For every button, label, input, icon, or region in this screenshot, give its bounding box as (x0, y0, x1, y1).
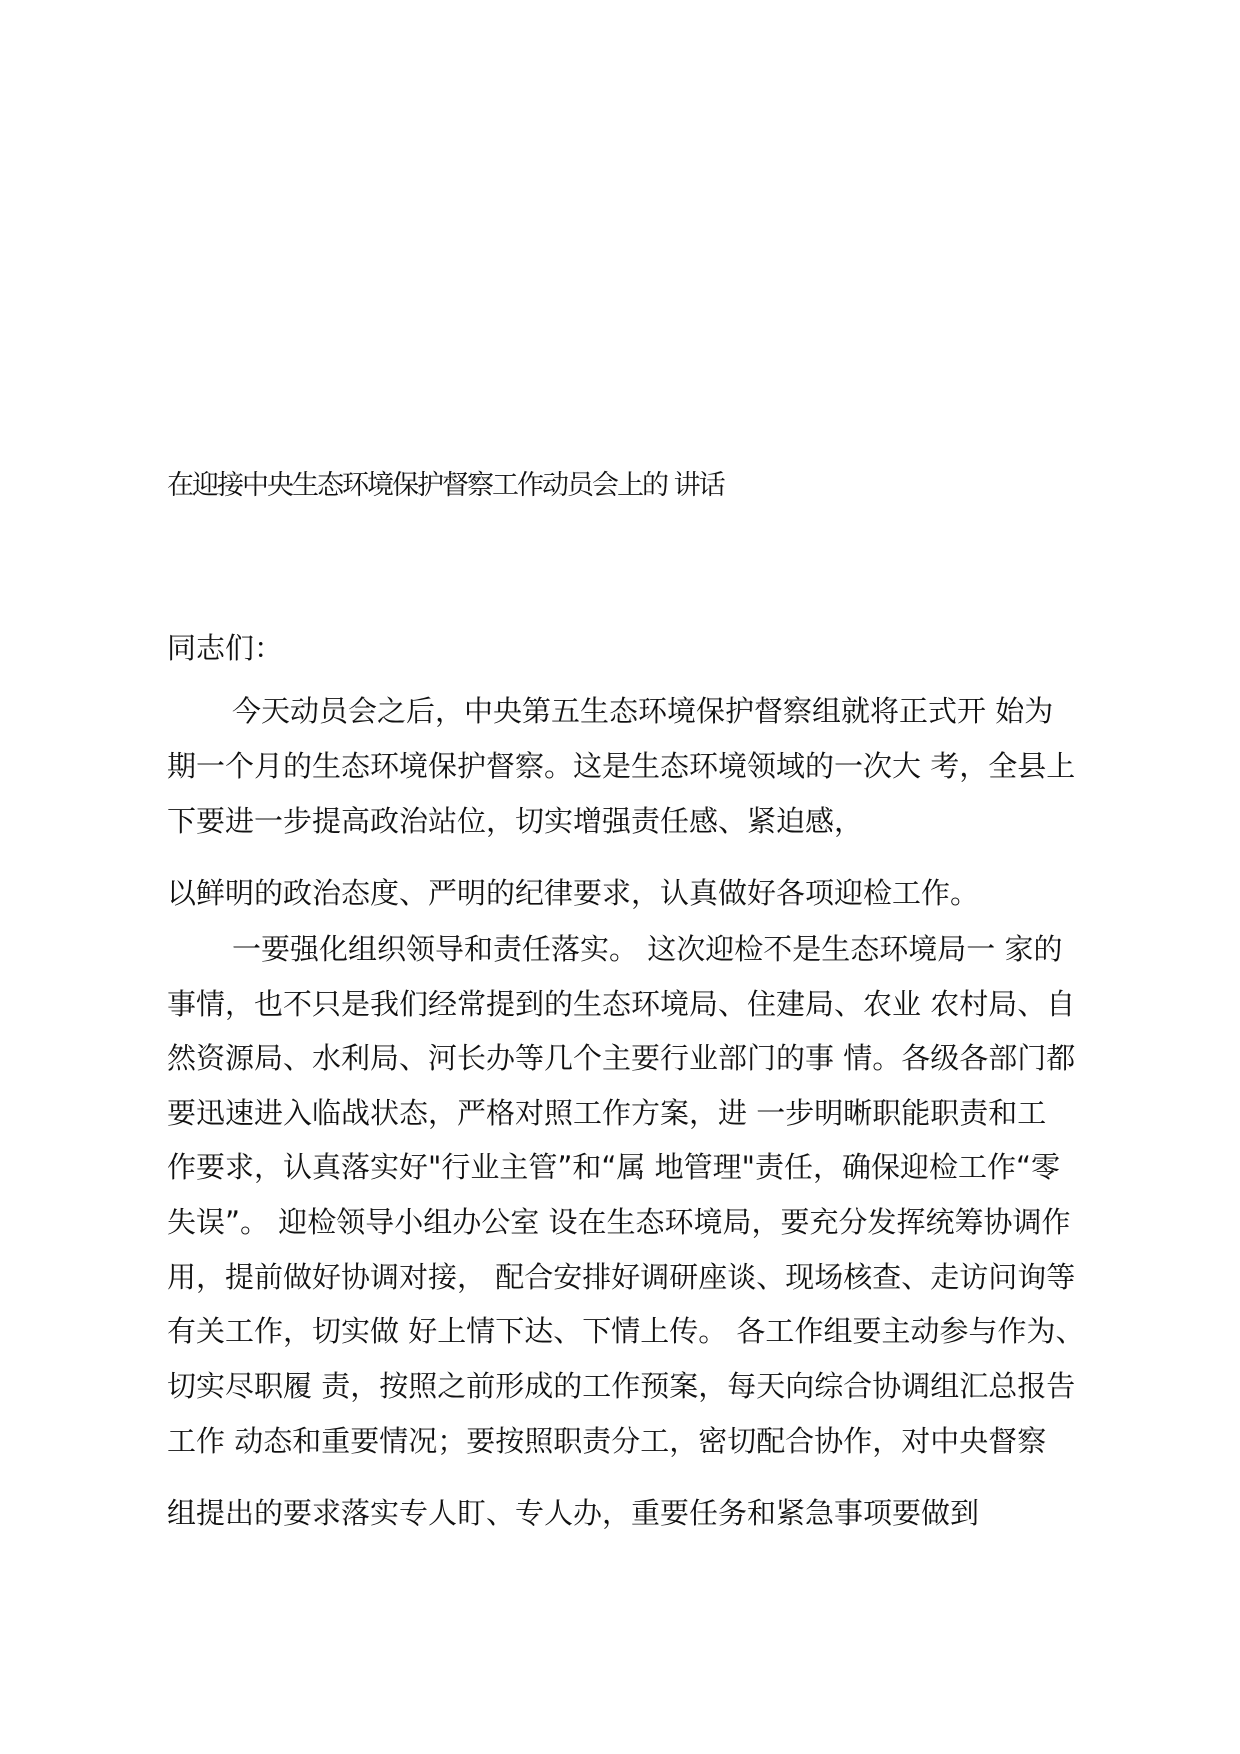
paragraph-line: 用，提前做好协调对接， 配合安排好调研座谈、现场核查、走访问询等 (167, 1260, 1076, 1294)
paragraph-line: 失误”。 迎检领导小组办公室 设在生态环境局，要充分发挥统筹协调作 (167, 1205, 1071, 1239)
paragraph-line: 组提出的要求落实专人盯、专人办，重要任务和紧急事项要做到 (167, 1496, 980, 1530)
paragraph-line: 作要求，认真落实好"行业主管”和“属 地管理"责任，确保迎检工作“零 (167, 1150, 1060, 1184)
paragraph-line: 然资源局、水利局、河长办等几个主要行业部门的事 情。各级各部门都 (167, 1041, 1076, 1075)
salutation: 同志们： (167, 631, 284, 665)
paragraph-line: 切实尽职履 责，按照之前形成的工作预案，每天向综合协调组汇总报告 (167, 1369, 1076, 1403)
paragraph-line: 有关工作，切实做 好上情下达、下情上传。 各工作组要主动参与作为、 (167, 1314, 1085, 1348)
paragraph-line: 期一个月的生态环境保护督察。这是生态环境领域的一次大 考，全县上 (167, 749, 1076, 783)
paragraph-line: 一要强化组织领导和责任落实。 这次迎检不是生态环境局一 家的 (232, 932, 1063, 966)
paragraph-line: 事情，也不只是我们经常提到的生态环境局、住建局、农业 农村局、自 (167, 987, 1076, 1021)
paragraph-line: 下要进一步提高政治站位，切实增强责任感、紧迫感， (167, 804, 864, 838)
paragraph-line: 今天动员会之后，中央第五生态环境保护督察组就将正式开 始为 (232, 694, 1054, 728)
document-title: 在迎接中央生态环境保护督察工作动员会上的 讲话 (167, 470, 724, 501)
paragraph-line: 要迅速进入临战状态，严格对照工作方案，进 一步明晰职能职责和工 (167, 1096, 1047, 1130)
paragraph-line: 工作 动态和重要情况；要按照职责分工，密切配合协作，对中央督察 (167, 1424, 1047, 1458)
paragraph-line: 以鲜明的政治态度、严明的纪律要求，认真做好各项迎检工作。 (167, 876, 980, 910)
